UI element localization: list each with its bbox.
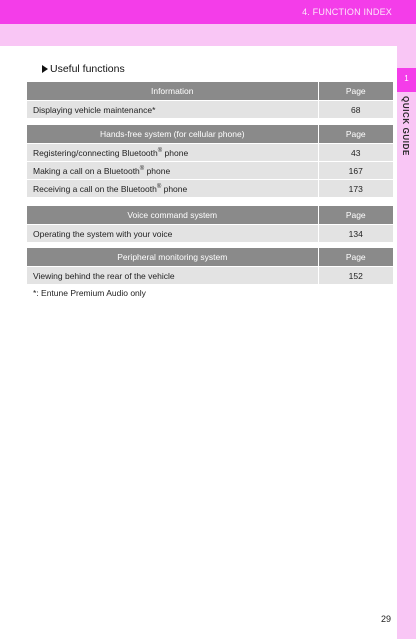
table-information xyxy=(27,82,393,119)
triangle-bullet-icon xyxy=(42,65,48,73)
table-header-page: Page xyxy=(318,125,393,144)
row-page: 167 xyxy=(318,162,393,180)
section-heading-text: Useful functions xyxy=(50,63,125,75)
row-page: 43 xyxy=(318,144,393,162)
table-header-label: Information xyxy=(27,82,318,101)
table-header-page: Page xyxy=(318,82,393,101)
table-row xyxy=(27,267,393,285)
header-sub-band xyxy=(0,24,416,46)
row-function: Displaying vehicle maintenance* xyxy=(27,101,318,119)
table-header-row xyxy=(27,82,393,101)
table-row xyxy=(27,162,393,180)
section-heading xyxy=(42,63,125,75)
header-band xyxy=(0,0,416,24)
page-number: 29 xyxy=(381,614,392,624)
table-row xyxy=(27,144,393,162)
table-header-row xyxy=(27,206,393,225)
chapter-tab[interactable] xyxy=(397,68,416,92)
table-peripheral-monitoring xyxy=(27,248,393,285)
row-function: Operating the system with your voice xyxy=(27,225,318,243)
row-page: 173 xyxy=(318,180,393,198)
row-function: Receiving a call on the Bluetooth® phone xyxy=(27,180,318,198)
table-header-label: Peripheral monitoring system xyxy=(27,248,318,267)
row-function: Making a call on a Bluetooth® phone xyxy=(27,162,318,180)
chapter-label: QUICK GUIDE xyxy=(401,96,410,156)
table-header-label: Voice command system xyxy=(27,206,318,225)
table-header-label: Hands-free system (for cellular phone) xyxy=(27,125,318,144)
footnote: *: Entune Premium Audio only xyxy=(33,288,146,298)
table-header-row xyxy=(27,125,393,144)
chapter-tab-label xyxy=(397,96,416,166)
row-page: 152 xyxy=(318,267,393,285)
table-header-row xyxy=(27,248,393,267)
table-hands-free xyxy=(27,125,393,198)
section-title: 4. FUNCTION INDEX xyxy=(302,7,392,17)
row-page: 134 xyxy=(318,225,393,243)
row-page: 68 xyxy=(318,101,393,119)
table-row xyxy=(27,180,393,198)
chapter-number: 1 xyxy=(404,74,409,83)
table-voice-command xyxy=(27,206,393,243)
table-header-page: Page xyxy=(318,248,393,267)
table-header-page: Page xyxy=(318,206,393,225)
table-row xyxy=(27,101,393,119)
row-function: Registering/connecting Bluetooth® phone xyxy=(27,144,318,162)
row-function: Viewing behind the rear of the vehicle xyxy=(27,267,318,285)
table-row xyxy=(27,225,393,243)
